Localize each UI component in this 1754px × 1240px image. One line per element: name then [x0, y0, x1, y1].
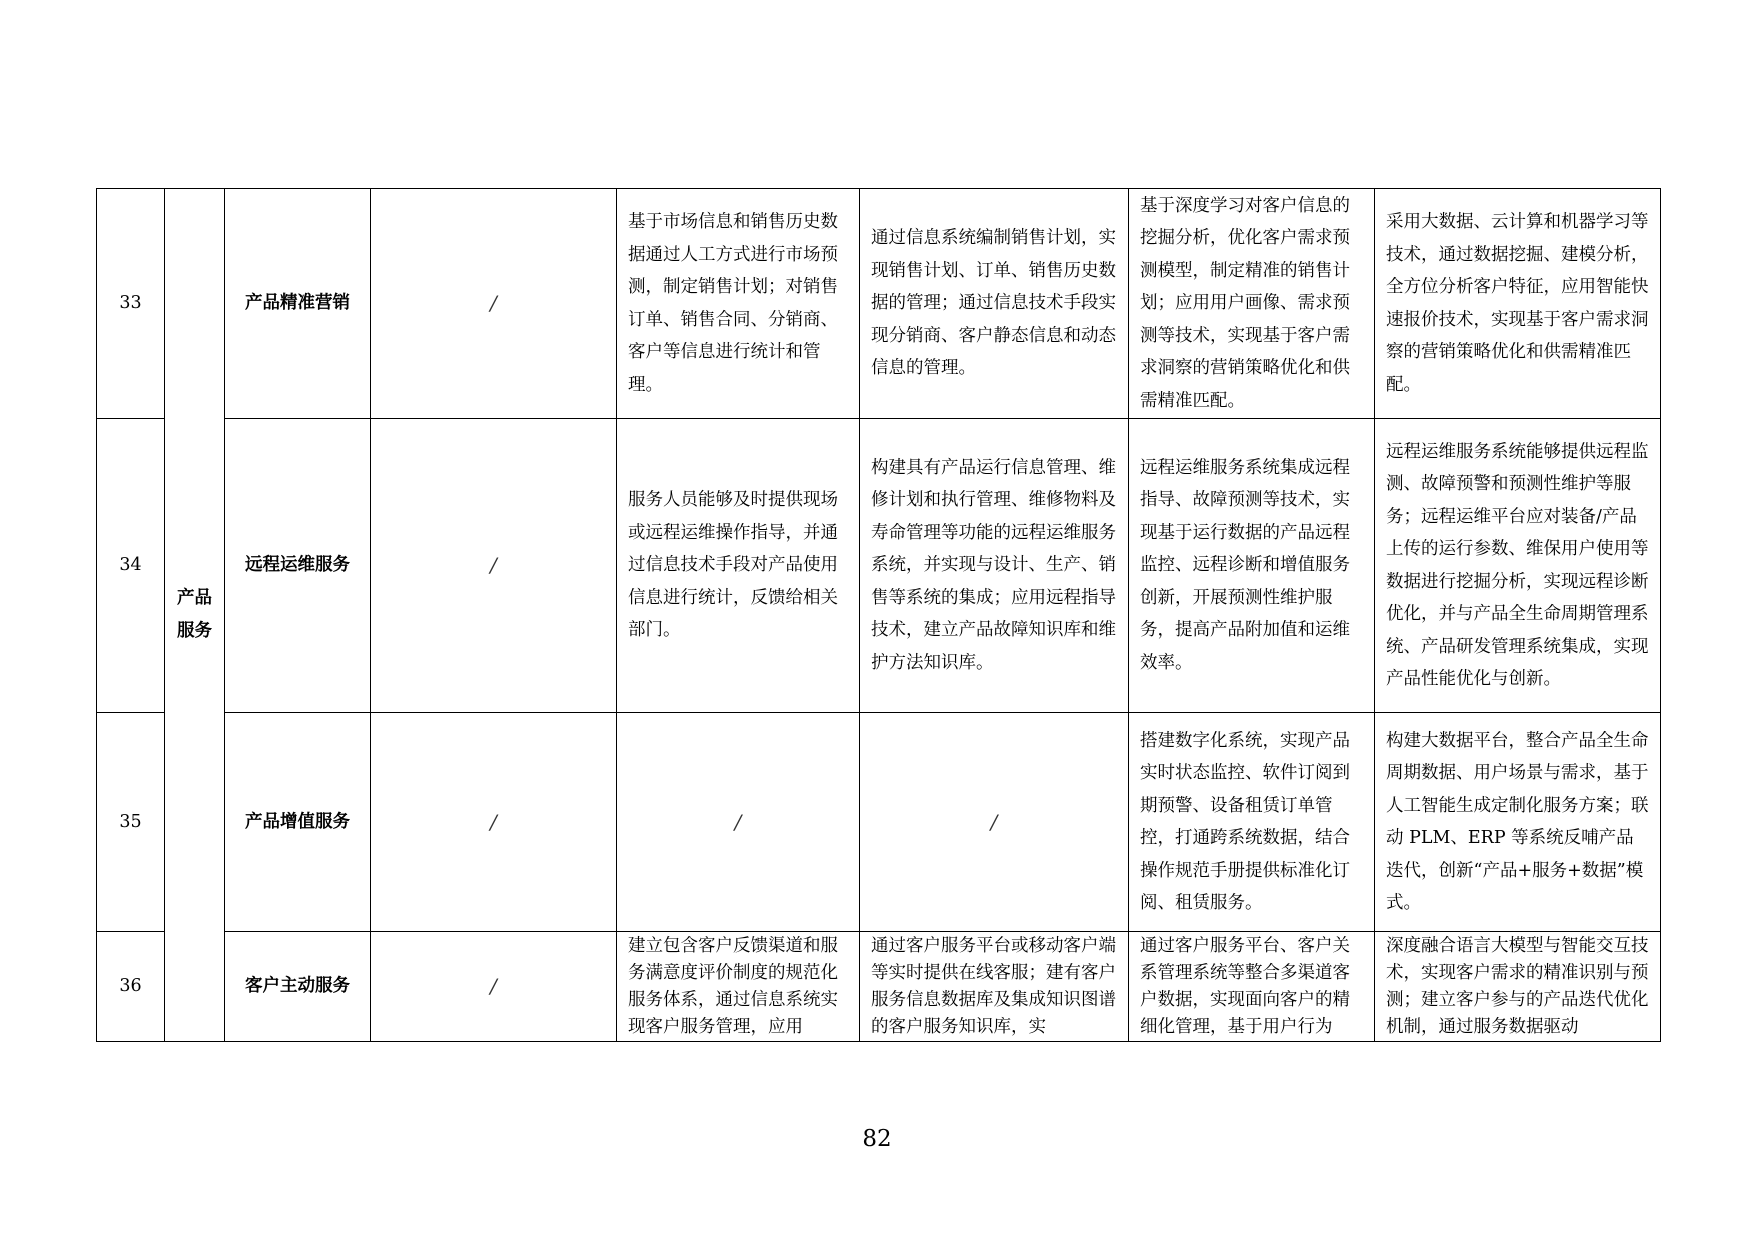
- level5-cell: 构建大数据平台，整合产品全生命周期数据、用户场景与需求，基于人工智能生成定制化服务方案；联动 PLM、ERP 等系统反哺产品迭代，创新“产品+服务+数据”模式。: [1375, 713, 1661, 932]
- level2-cell: 服务人员能够及时提供现场或远程运维操作指导，并通过信息技术手段对产品使用信息进行统计，反馈给相关部门。: [617, 419, 860, 713]
- item-name: 远程运维服务: [225, 419, 371, 713]
- row-number: 33: [97, 189, 165, 419]
- capability-table: [96, 188, 1661, 1042]
- level5-cell: 采用大数据、云计算和机器学习等技术，通过数据挖掘、建模分析，全方位分析客户特征，应用智能快速报价技术，实现基于客户需求洞察的营销策略优化和供需精准匹配。: [1375, 189, 1661, 419]
- level3-cell: 构建具有产品运行信息管理、维修计划和执行管理、维修物料及寿命管理等功能的远程运维服务系统，并实现与设计、生产、销售等系统的集成；应用远程指导技术，建立产品故障知识库和维护方法知识库。: [860, 419, 1129, 713]
- category-cell: [165, 189, 225, 1042]
- page-number: 82: [862, 1126, 892, 1152]
- table-row: [97, 189, 1661, 419]
- row-number: 34: [97, 419, 165, 713]
- level3-text: 通过客户服务平台或移动客户端等实时提供在线客服；建有客户服务信息数据库及集成知识图谱的客户服务知识库，实: [871, 936, 1116, 1037]
- level4-cell: 基于深度学习对客户信息的挖掘分析，优化客户需求预测模型，制定精准的销售计划；应用用户画像、需求预测等技术，实现基于客户需求洞察的营销策略优化和供需精准匹配。: [1129, 189, 1375, 419]
- level4-text: 通过客户服务平台、客户关系管理系统等整合多渠道客户数据，实现面向客户的精细化管理，基于用户行为: [1140, 936, 1350, 1037]
- level5-text: 深度融合语言大模型与智能交互技术，实现客户需求的精准识别与预测；建立客户参与的产品迭代优化机制，通过服务数据驱动: [1386, 936, 1649, 1037]
- row-number: 35: [97, 713, 165, 932]
- level4-cell: 搭建数字化系统，实现产品实时状态监控、软件订阅到期预警、设备租赁订单管控，打通跨系统数据，结合操作规范手册提供标准化订阅、租赁服务。: [1129, 713, 1375, 932]
- item-name: 产品精准营销: [225, 189, 371, 419]
- table-row: [97, 932, 1661, 1042]
- level4-cell: 远程运维服务系统集成远程指导、故障预测等技术，实现基于运行数据的产品远程监控、远程诊断和增值服务创新，开展预测性维护服务，提高产品附加值和运维效率。: [1129, 419, 1375, 713]
- level3-cell: 通过信息系统编制销售计划，实现销售计划、订单、销售历史数据的管理；通过信息技术手段实现分销商、客户静态信息和动态信息的管理。: [860, 189, 1129, 419]
- level1-cell: /: [371, 419, 617, 713]
- table-row: [97, 713, 1661, 932]
- item-name: 产品增值服务: [225, 713, 371, 932]
- level1-cell: /: [371, 189, 617, 419]
- row-number: 36: [97, 932, 165, 1042]
- level2-cell: 基于市场信息和销售历史数据通过人工方式进行市场预测，制定销售计划；对销售订单、销售合同、分销商、客户等信息进行统计和管理。: [617, 189, 860, 419]
- level5-cell: 远程运维服务系统能够提供远程监测、故障预警和预测性维护等服务；远程运维平台应对装备/产品上传的运行参数、维保用户使用等数据进行挖掘分析，实现远程诊断优化，并与产品全生命周期管理系统、产品研发管理系统集成，实现产品性能优化与创新。: [1375, 419, 1661, 713]
- level4-cell: [1129, 932, 1375, 1042]
- item-name: 客户主动服务: [225, 932, 371, 1042]
- level5-cell: [1375, 932, 1661, 1042]
- category-label: 产品 服务: [177, 588, 212, 641]
- level3-cell: /: [860, 713, 1129, 932]
- table-row: [97, 419, 1661, 713]
- level2-text: 建立包含客户反馈渠道和服务满意度评价制度的规范化服务体系，通过信息系统实现客户服务管理，应用: [628, 936, 838, 1037]
- level1-cell: /: [371, 713, 617, 932]
- level2-cell: [617, 932, 860, 1042]
- level3-cell: [860, 932, 1129, 1042]
- level2-cell: /: [617, 713, 860, 932]
- level1-cell: /: [371, 932, 617, 1042]
